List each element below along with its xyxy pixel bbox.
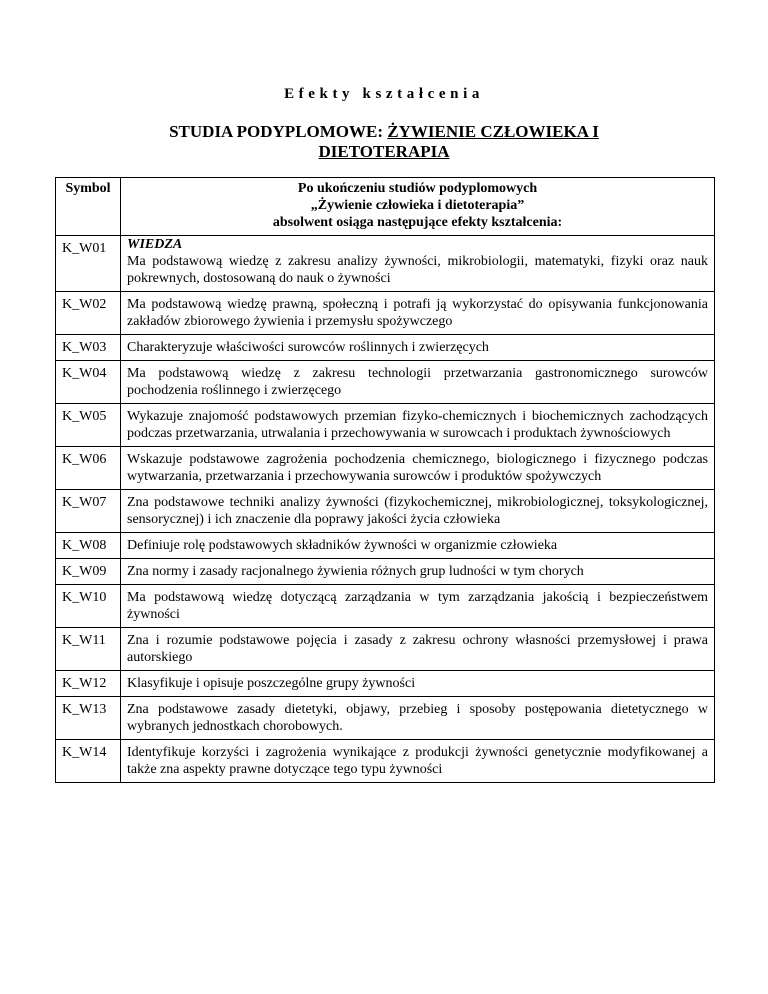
learning-outcomes-table <box>55 177 715 783</box>
table-row <box>56 697 715 740</box>
table-row <box>56 740 715 783</box>
row-description <box>121 533 715 559</box>
table-row <box>56 404 715 447</box>
row-description-text: Zna normy i zasady racjonalnego żywienia różnych grup ludności w tym chorych <box>127 564 584 579</box>
title-prefix: STUDIA PODYPLOMOWE: <box>169 122 384 141</box>
row-symbol: K_W11 <box>56 628 121 671</box>
table-row <box>56 533 715 559</box>
table-row <box>56 490 715 533</box>
row-description-text: Definiuje rolę podstawowych składników żywności w organizmie człowieka <box>127 538 558 553</box>
row-description <box>121 404 715 447</box>
row-symbol: K_W05 <box>56 404 121 447</box>
row-description-text: Wskazuje podstawowe zagrożenia pochodzenia chemicznego, biologicznego i fizycznego podczas wytwarzania, przetwarzania i przechowywania surowców i produktów spożywczych <box>127 452 708 484</box>
row-description-text: Wykazuje znajomość podstawowych przemian fizyko-chemicznych i biochemicznych zachodzących podczas przetwarzania, utrwalania i przechowywania w surowcach i produktach żywnościowych <box>127 409 708 441</box>
header-line-3: absolwent osiąga następujące efekty kształcenia: <box>272 215 563 230</box>
section-label-wiedza: WIEDZA <box>127 237 183 252</box>
table-row <box>56 585 715 628</box>
symbol-column-header: Symbol <box>56 178 121 236</box>
row-description-text: Identyfikuje korzyści i zagrożenia wynikające z produkcji żywności genetycznie modyfikowanej a także zna aspekty prawne dotyczące tego typu żywności <box>127 745 708 777</box>
table-row <box>56 361 715 404</box>
row-symbol: K_W07 <box>56 490 121 533</box>
table-row <box>56 236 715 292</box>
title-line1: ŻYWIENIE CZŁOWIEKA I <box>387 122 599 141</box>
row-description-text: Zna podstawowe techniki analizy żywności (fizykochemicznej, mikrobiologicznej, toksykologicznej, sensorycznej) i ich znaczenie dla poprawy jakości życia człowieka <box>127 495 708 527</box>
row-description-text: Ma podstawową wiedzę z zakresu analizy żywności, mikrobiologii, matematyki, fizyki oraz nauk pokrewnych, dostosowaną do nauk o żywności <box>127 254 708 286</box>
row-symbol: K_W12 <box>56 671 121 697</box>
row-description <box>121 628 715 671</box>
row-description <box>121 740 715 783</box>
row-symbol: K_W06 <box>56 447 121 490</box>
row-description <box>121 335 715 361</box>
table-row <box>56 335 715 361</box>
row-symbol: K_W09 <box>56 559 121 585</box>
row-description <box>121 236 715 292</box>
row-symbol: K_W04 <box>56 361 121 404</box>
table-row <box>56 292 715 335</box>
header-line-2: „Żywienie człowieka i dietoterapia” <box>310 198 525 213</box>
row-description-text: Ma podstawową wiedzę prawną, społeczną i potrafi ją wykorzystać do opisywania funkcjonowania zakładów zbiorowego żywienia i przemysłu spożywczego <box>127 297 708 329</box>
row-description-text: Zna podstawowe zasady dietetyki, objawy, przebieg i sposoby postępowania dietetycznego w wybranych jednostkach chorobowych. <box>127 702 708 734</box>
row-description <box>121 671 715 697</box>
description-column-header <box>121 178 715 236</box>
row-symbol: K_W08 <box>56 533 121 559</box>
row-description-text: Ma podstawową wiedzę z zakresu technologii przetwarzania gastronomicznego surowców pochodzenia roślinnego i zwierzęcego <box>127 366 708 398</box>
row-description-text: Klasyfikuje i opisuje poszczególne grupy żywności <box>127 676 416 691</box>
row-description <box>121 490 715 533</box>
table-row <box>56 671 715 697</box>
row-description <box>121 585 715 628</box>
row-description <box>121 292 715 335</box>
row-description <box>121 447 715 490</box>
row-description <box>121 361 715 404</box>
row-description-text: Zna i rozumie podstawowe pojęcia i zasady z zakresu ochrony własności przemysłowej i prawa autorskiego <box>127 633 708 665</box>
document-heading: Efekty kształcenia <box>284 86 484 102</box>
row-symbol: K_W13 <box>56 697 121 740</box>
row-symbol: K_W02 <box>56 292 121 335</box>
table-header-row <box>56 178 715 236</box>
row-symbol: K_W03 <box>56 335 121 361</box>
row-symbol: K_W14 <box>56 740 121 783</box>
row-symbol: K_W01 <box>56 236 121 292</box>
row-description-text: Charakteryzuje właściwości surowców roślinnych i zwierzęcych <box>127 340 489 355</box>
table-row <box>56 628 715 671</box>
title-line2: DIETOTERAPIA <box>318 142 450 161</box>
row-description <box>121 559 715 585</box>
table-row <box>56 447 715 490</box>
document-title <box>0 122 768 162</box>
row-description-text: Ma podstawową wiedzę dotyczącą zarządzania w tym zarządzania jakością i bezpieczeństwem żywności <box>127 590 708 622</box>
header-line-1: Po ukończeniu studiów podyplomowych <box>297 181 538 196</box>
table-body <box>56 236 715 783</box>
table-row <box>56 559 715 585</box>
row-description <box>121 697 715 740</box>
row-symbol: K_W10 <box>56 585 121 628</box>
